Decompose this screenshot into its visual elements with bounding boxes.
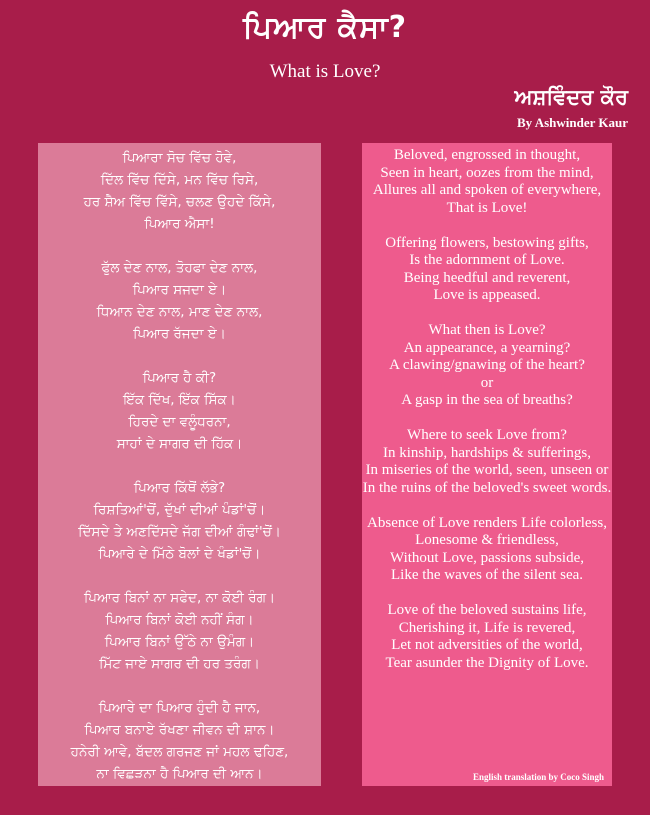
english-poem-stanza (362, 322, 612, 410)
punjabi-poem-stanza (38, 147, 321, 235)
english-poem-line: Love is appeased. (433, 287, 541, 303)
punjabi-poem-line: ਪਿਆਰ ਸਜਦਾ ਏ। (132, 282, 227, 298)
english-poem-line: Where to seek Love from? (407, 427, 567, 443)
punjabi-poem-line: ਹਿਰਦੇ ਦਾ ਵਲੂੰਧਰਨਾ, (128, 414, 231, 430)
english-poem-line: In the ruins of the beloved's sweet words. (362, 479, 612, 496)
english-poem-line: A clawing/gnawing of the heart? (389, 357, 585, 373)
punjabi-poem-line: ਹਨੇਰੀ ਆਵੇ, ਬੱਦਲ ਗਰਜਣ ਜਾਂ ਮਹਲ ਢਹਿਣ, (70, 744, 289, 760)
punjabi-poem-line: ਪਿਆਰ ਐਸਾ! (144, 216, 215, 232)
english-poem-line: Lonesome & friendless, (415, 532, 559, 548)
punjabi-poem-stanza (38, 367, 321, 455)
author-name-english: By Ashwinder Kaur (516, 115, 628, 130)
english-poem-stanza (362, 602, 612, 672)
english-poem-line: An appearance, a yearning? (403, 339, 571, 356)
english-poem-line: Without Love, passions subside, (390, 549, 584, 566)
punjabi-poem-panel (38, 143, 321, 786)
punjabi-poem-line: ਰਿਸ਼ਤਿਆਂ'ਚੋਂ, ਦੁੱਖਾਂ ਦੀਆਂ ਪੰਡਾਂ'ਚੋਂ। (93, 502, 266, 518)
english-poem-line: Like the waves of the silent sea. (390, 567, 584, 583)
english-poem-line: A gasp in the sea of breaths? (401, 392, 573, 408)
english-poem-line: In miseries of the world, seen, unseen or (365, 462, 609, 478)
poem-title-punjabi: ਪਿਆਰ ਕੈਸਾ? (242, 10, 408, 45)
english-poem-line: That is Love! (446, 199, 528, 216)
translation-credit: English translation by Coco Singh (472, 772, 604, 782)
punjabi-poem-line: ਸਾਹਾਂ ਦੇ ਸਾਗਰ ਦੀ ਹਿੱਕ। (116, 436, 243, 452)
english-poem-line: Love of the beloved sustains life, (387, 602, 587, 618)
punjabi-poem-stanza (38, 257, 321, 345)
punjabi-poem-line: ਪਿਆਰ ਰੱਜਦਾ ਏ। (133, 326, 226, 342)
english-poem-line: Is the adornment of Love. (409, 252, 565, 268)
punjabi-poem-line: ਮਿੱਟ ਜਾਏ ਸਾਗਰ ਦੀ ਹਰ ਤਰੰਗ। (99, 656, 260, 672)
english-poem-line: Absence of Love renders Life colorless, (367, 514, 607, 531)
english-poem-line: Beloved, engrossed in thought, (393, 147, 581, 163)
english-poem-line: Offering flowers, bestowing gifts, (385, 234, 589, 251)
english-poem-line: Seen in heart, oozes from the mind, (380, 164, 594, 181)
english-poem-stanza (362, 147, 612, 217)
poem-title-english: What is Love? (269, 61, 381, 82)
punjabi-poem-stanza (38, 587, 321, 675)
english-poem-line: or (480, 374, 494, 391)
punjabi-poem-line: ਪਿਆਰ ਬਿਨਾਂ ਕੋਈ ਨਹੀਂ ਸੰਗ। (105, 612, 254, 628)
punjabi-poem-line: ਪਿਆਰ ਬਿਨਾਂ ਉੱਠੇ ਨਾ ਉਮੰਗ। (104, 634, 255, 650)
punjabi-poem-line: ਪਿਆਰ ਬਿਨਾਂ ਨਾ ਸਫੇਦ, ਨਾ ਕੋਈ ਰੰਗ। (83, 590, 276, 606)
punjabi-poem-line: ਹਰ ਸ਼ੈਅ ਵਿੱਚ ਵਿੱਸੇ, ਚਲਣ ਉਹਦੇ ਕਿੱਸੇ, (83, 194, 276, 210)
punjabi-poem-stanza (38, 697, 321, 785)
english-poem-line: Allures all and spoken of everywhere, (372, 182, 602, 198)
punjabi-poem-line: ਫੁੱਲ ਦੇਣ ਨਾਲ, ਤੋਹਫਾ ਦੇਣ ਨਾਲ, (101, 260, 258, 276)
punjabi-poem-line: ਦਿੱਸਦੇ ਤੇ ਅਣਦਿੱਸਦੇ ਜੱਗ ਦੀਆਂ ਗੰਢਾਂ'ਚੋਂ। (78, 524, 281, 540)
english-poem-line: Let not adversities of the world, (391, 637, 583, 653)
english-poem-line: Cherishing it, Life is revered, (398, 619, 576, 636)
english-poem-line: In kinship, hardships & sufferings, (382, 444, 592, 461)
punjabi-poem-line: ਪਿਆਰੇ ਦੇ ਮਿੱਠੇ ਬੋਲਾਂ ਦੇ ਖੰਡਾਂ'ਚੋਂ। (98, 546, 261, 562)
english-poem-line: What then is Love? (428, 322, 546, 338)
punjabi-poem-line: ਧਿਆਨ ਦੇਣ ਨਾਲ, ਮਾਣ ਦੇਣ ਨਾਲ, (96, 304, 263, 320)
english-poem-line: Tear asunder the Dignity of Love. (385, 654, 589, 671)
author-name-punjabi: ਅਸ਼ਵਿੰਦਰ ਕੌਰ (514, 85, 628, 109)
punjabi-poem-stanza (38, 477, 321, 565)
punjabi-poem-line: ਪਿਆਰ ਬਨਾਏ ਰੱਖਣਾ ਜੀਵਨ ਦੀ ਸ਼ਾਨ। (84, 722, 275, 738)
english-poem-stanza (362, 515, 612, 585)
english-poem-line: Being heedful and reverent, (403, 269, 571, 286)
punjabi-poem-line: ਇੱਕ ਦਿੱਖ, ਇੱਕ ਸਿੱਕ। (123, 392, 236, 408)
punjabi-poem-line: ਪਿਆਰ ਹੈ ਕੀ? (142, 370, 217, 386)
punjabi-poem-line: ਨਾ ਵਿਛੜਨਾ ਹੈ ਪਿਆਰ ਦੀ ਆਨ। (96, 766, 263, 782)
english-poem-stanza (362, 235, 612, 305)
punjabi-poem-line: ਪਿਆਰੇ ਦਾ ਪਿਆਰ ਹੁੰਦੀ ਹੈ ਜਾਨ, (98, 700, 261, 716)
english-poem-stanza (362, 427, 612, 497)
english-poem-panel (362, 143, 612, 786)
punjabi-poem-line: ਪਿਆਰਾ ਸੋਚ ਵਿੱਚ ਹੋਵੇ, (122, 150, 237, 166)
punjabi-poem-line: ਦਿੱਲ ਵਿੱਚ ਦਿੱਸੇ, ਮਨ ਵਿੱਚ ਰਿਸੇ, (100, 172, 259, 188)
punjabi-poem-line: ਪਿਆਰ ਕਿੱਥੋਂ ਲੱਭੇ? (133, 480, 226, 496)
